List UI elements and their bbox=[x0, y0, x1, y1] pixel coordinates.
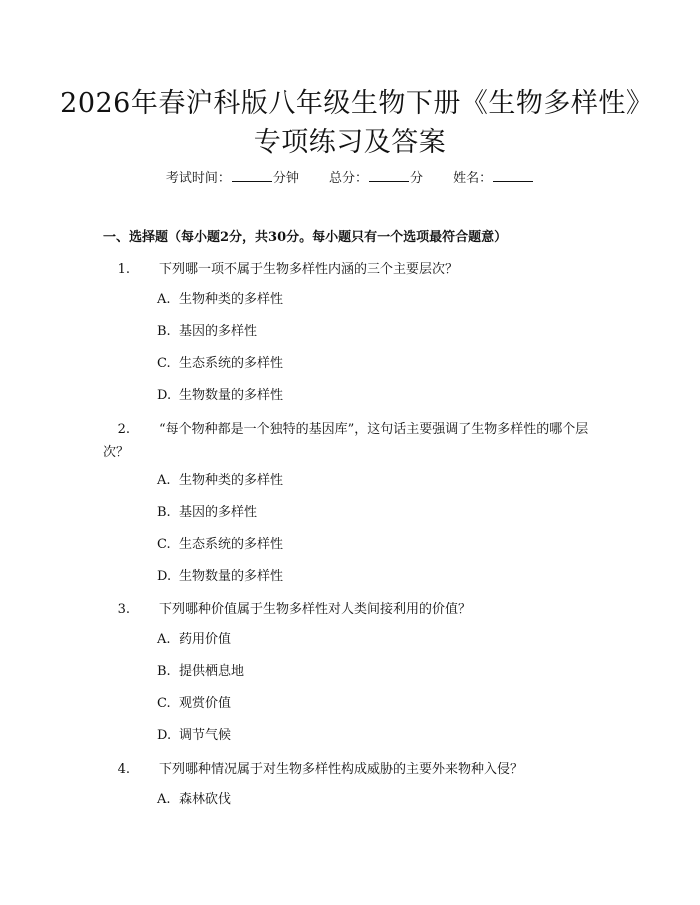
option-text: 生物种类的多样性 bbox=[179, 473, 284, 488]
option-text: 森林砍伐 bbox=[179, 792, 232, 807]
option-text: 生态系统的多样性 bbox=[179, 356, 284, 371]
question-1-option-c bbox=[157, 354, 283, 374]
question-3-option-c bbox=[157, 694, 231, 714]
option-text: 基因的多样性 bbox=[179, 324, 258, 339]
option-letter: A. bbox=[157, 473, 171, 488]
option-letter: D. bbox=[157, 569, 172, 584]
question-2-option-d bbox=[157, 567, 283, 587]
question-text: 下列哪种价值属于生物多样性对人类间接利用的价值？ bbox=[159, 602, 472, 617]
total-score-field bbox=[329, 168, 423, 189]
question-text: “每个物种都是一个独特的基因库”，这句话主要强调了生物多样性的哪个层次？ bbox=[103, 422, 589, 460]
option-letter: A. bbox=[157, 632, 171, 647]
question-number: 3. bbox=[117, 602, 130, 617]
student-name-label: 姓名： bbox=[453, 171, 493, 186]
option-text: 生物数量的多样性 bbox=[179, 569, 284, 584]
question-1-option-b bbox=[157, 322, 257, 342]
question-1-option-a bbox=[157, 290, 283, 310]
option-letter: A. bbox=[157, 292, 171, 307]
option-letter: C. bbox=[157, 537, 171, 552]
exam-time-field bbox=[166, 168, 299, 189]
question-2 bbox=[103, 418, 603, 464]
option-text: 调节气候 bbox=[179, 728, 232, 743]
option-letter: B. bbox=[157, 664, 171, 679]
option-letter: C. bbox=[157, 356, 171, 371]
question-text: 下列哪种情况属于对生物多样性构成威胁的主要外来物种入侵？ bbox=[159, 762, 524, 777]
exam-info-line bbox=[0, 168, 700, 189]
question-3-option-b bbox=[157, 662, 244, 682]
exam-time-label: 考试时间： bbox=[165, 171, 231, 186]
question-number: 2. bbox=[117, 422, 130, 437]
question-4-option-a bbox=[157, 790, 231, 810]
option-text: 提供栖息地 bbox=[179, 664, 245, 679]
section-heading: 一、选择题（每小题2分，共30分。每小题只有一个选项最符合题意） bbox=[103, 230, 508, 245]
question-number: 4. bbox=[117, 762, 130, 777]
option-text: 基因的多样性 bbox=[179, 505, 258, 520]
option-letter: A. bbox=[157, 792, 171, 807]
question-3-option-d bbox=[157, 726, 231, 746]
student-name-blank bbox=[493, 168, 533, 182]
question-3 bbox=[103, 598, 603, 621]
option-text: 生物种类的多样性 bbox=[179, 292, 284, 307]
exam-time-unit: 分钟 bbox=[272, 171, 299, 186]
question-2-option-c bbox=[157, 535, 283, 555]
document-title: 2026年春沪科版八年级生物下册《生物多样性》专项练习及答案 bbox=[60, 88, 640, 158]
option-letter: D. bbox=[157, 388, 172, 403]
question-4 bbox=[103, 758, 603, 781]
question-2-option-b bbox=[157, 503, 257, 523]
total-score-unit: 分 bbox=[410, 171, 424, 186]
exam-time-blank bbox=[232, 168, 272, 182]
option-text: 观赏价值 bbox=[179, 696, 232, 711]
option-letter: D. bbox=[157, 728, 172, 743]
question-1 bbox=[103, 258, 603, 281]
option-letter: C. bbox=[157, 696, 171, 711]
option-text: 生态系统的多样性 bbox=[179, 537, 284, 552]
option-letter: B. bbox=[157, 324, 171, 339]
question-text: 下列哪一项不属于生物多样性内涵的三个主要层次？ bbox=[159, 262, 459, 277]
question-3-option-a bbox=[157, 630, 231, 650]
student-name-field bbox=[453, 168, 534, 189]
question-2-option-a bbox=[157, 471, 283, 491]
option-text: 生物数量的多样性 bbox=[179, 388, 284, 403]
total-score-label: 总分： bbox=[328, 171, 368, 186]
total-score-blank bbox=[369, 168, 409, 182]
question-number: 1. bbox=[117, 262, 130, 277]
option-letter: B. bbox=[157, 505, 171, 520]
question-1-option-d bbox=[157, 386, 283, 406]
option-text: 药用价值 bbox=[179, 632, 232, 647]
